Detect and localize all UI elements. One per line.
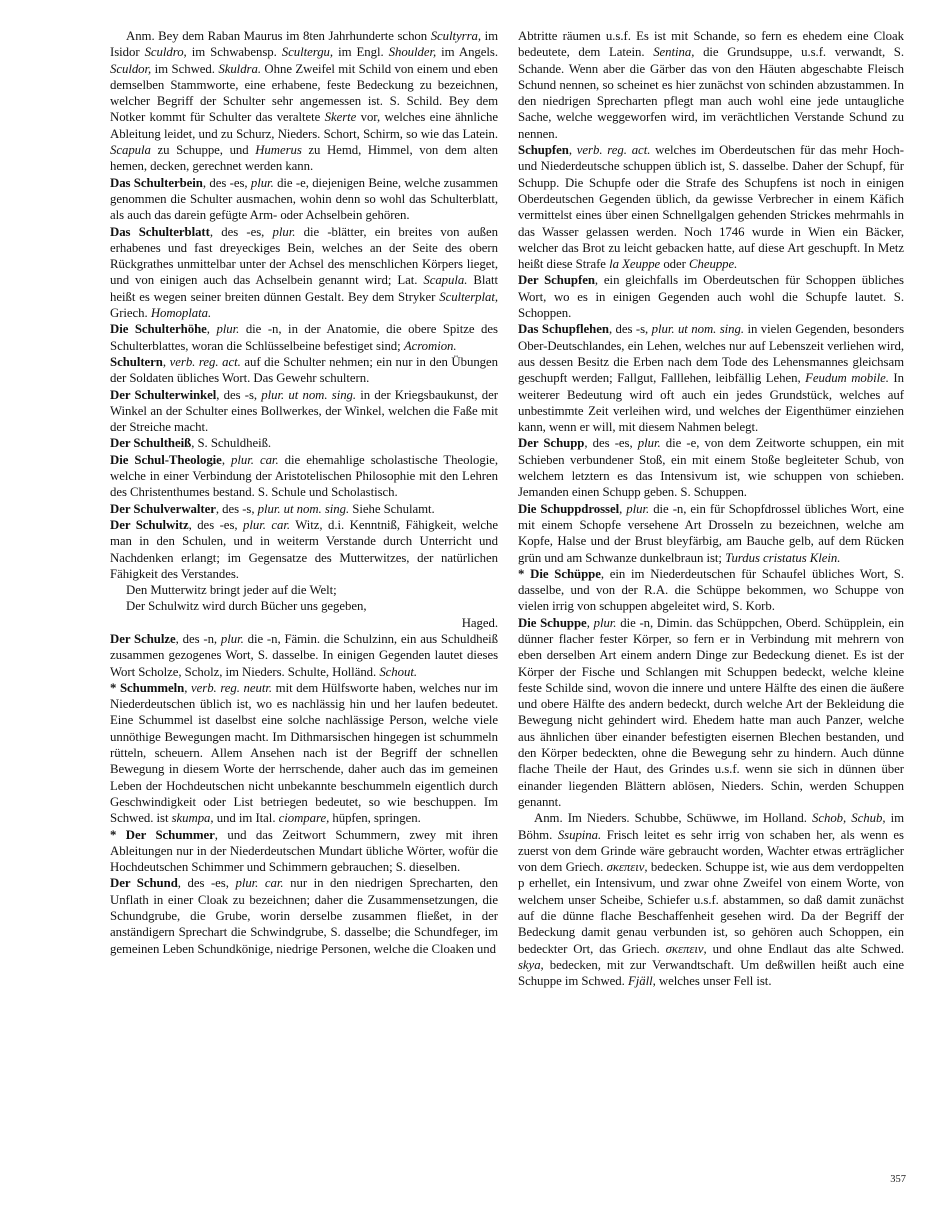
poem-line: Der Schulwitz wird durch Bücher uns gegeben, xyxy=(126,599,367,614)
entry-text: die -e, diejenigen Beine, welche zusammen genommen die Schulter ausmachen, wohin denn so wohl das Schulterblatt, als auch das darein gefügte Arm- oder Achselbein gehören. xyxy=(110,175,498,223)
dictionary-entry xyxy=(110,435,498,451)
entry-text: Abtritte räumen u.s.f. Es ist mit Schande, so fern es ehedem eine Cloak bedeutete, dem Latein. xyxy=(518,29,904,60)
italic-term: plur. xyxy=(593,615,617,630)
italic-term: plur. car. xyxy=(235,876,284,891)
entry-text: , des -n, xyxy=(175,631,221,646)
dictionary-entry xyxy=(110,680,498,827)
entry-text: , des -s, xyxy=(216,387,262,402)
entry-text: vor, welches eine ähnliche Ableitung leidet, und zu Schurz, Nieders. Schort, Schirm, so wie das Latein. xyxy=(110,110,498,141)
entry-text: in der Kriegsbaukunst, der Winkel an der Schulter eines Bollwerkes, der Winkel, welchen die Faße mit der Streiche macht. xyxy=(110,387,498,435)
entry-text: , des -s, xyxy=(215,501,258,516)
entry-headword: Der Schupfen xyxy=(518,273,595,288)
entry-text: die -blätter, ein breites von außen erhabenes und fast dreyeckiges Bein, welches an der Seite des obern Rückgrathes unmittelbar unter der Achsel des menschlichen Körpers lieget, und von einigen auch das Achselbein genannt wird; Lat. xyxy=(110,224,498,288)
entry-text: , xyxy=(184,680,192,695)
dictionary-entry xyxy=(518,501,904,566)
entry-text: , xyxy=(221,452,232,467)
italic-term: σκεπειν, xyxy=(606,860,648,875)
left-column xyxy=(110,28,498,957)
entry-text: hüpfen, springen. xyxy=(329,811,421,826)
italic-term: Schob, Schub, xyxy=(812,811,886,826)
dictionary-entry xyxy=(110,175,498,224)
poem-quote xyxy=(110,582,498,631)
entry-text: die -e, von dem Zeitworte schuppen, ein mit Schieben verbundener Stoß, ein mit einem Stoße begleiteter Schub, von welchem letztern es das Intensivum ist, wie schuppen von schieben. Jemanden einen Schupp geben. S. Schuppen. xyxy=(518,436,904,500)
dictionary-entry xyxy=(518,321,904,435)
entry-text: Ohne Zweifel mit Schild von einem und eben demselben Stammworte, eine erhabene, feste Bedeckung zu bezeichnen, welcher Begriff der Schulter sehr angemessen ist. S. Schild. Bey dem Notker kommt für Schulter das veraltete xyxy=(110,61,498,125)
italic-term: Scapula. xyxy=(423,273,468,288)
italic-term: skya, xyxy=(518,957,544,972)
entry-text: , ein im Niederdeutschen für Schaufel übliches Wort, S. dasselbe, und von der R.A. die Schüppe bekommen, wo Schuppe von vielen irrig von schuppen abgeleitet wird, S. Korb. xyxy=(518,566,904,614)
entry-text: und ohne Endlaut das alte Schwed. xyxy=(706,941,904,956)
dictionary-entry xyxy=(110,224,498,322)
entry-headword: Der Schund xyxy=(110,876,178,891)
entry-text: , des -es, xyxy=(177,876,236,891)
entry-text: , ein gleichfalls im Oberdeutschen für Schoppen übliches Wort, wo es in einigen Gegenden auch wohl die Schupfe lautet. S. Schoppen. xyxy=(518,273,904,321)
dictionary-entry xyxy=(518,435,904,500)
entry-text: Witz, d.i. Kenntniß, Fähigkeit, welche man in den Schulen, und in weiterm Verstande durch Unterricht und Nachdenken erlangt; im Gegensatze des Mutterwitzes, der natürlichen Fähigkeit des Verstandes. xyxy=(110,517,498,581)
entry-headword: Der Schupp xyxy=(518,436,585,451)
italic-term: plur. ut nom. sing. xyxy=(261,387,357,402)
italic-term: la Xeuppe xyxy=(609,257,661,272)
dictionary-entry xyxy=(518,566,904,615)
italic-term: Fjäll, xyxy=(627,974,656,989)
italic-term: Feudum mobile. xyxy=(805,371,889,386)
italic-term: ciompare, xyxy=(278,811,330,826)
italic-term: plur. xyxy=(637,436,661,451)
entry-text: im Angels. xyxy=(436,45,498,60)
italic-term: plur. car. xyxy=(243,517,290,532)
entry-text: die Grundsuppe, u.s.f. verwandt, S. Schande. Wenn aber die Gärber das von den Häuten abgeschabte Fleisch Schund nennen, so scheinet es hier zunächst von schinden abzustammen. In den niedrigen Sprecharten pflegt man auch wohl eine jede untaugliche Sache, welche weggeworfen wird, im verächtlichen Verstande Schund zu nennen. xyxy=(518,45,905,141)
entry-text: , xyxy=(206,322,217,337)
right-column xyxy=(518,28,904,990)
dictionary-entry xyxy=(110,354,498,387)
poem-author: Haged. xyxy=(461,615,498,630)
italic-term: Homoplata. xyxy=(150,306,212,321)
dictionary-entry xyxy=(518,28,904,142)
italic-term: Sentina, xyxy=(653,45,695,60)
entry-headword: Das Schulterbein xyxy=(110,175,203,190)
entry-text: , xyxy=(162,354,170,369)
italic-term: plur. xyxy=(220,631,244,646)
dictionary-entry xyxy=(110,28,498,175)
italic-term: Schout. xyxy=(379,664,418,679)
italic-term: Sculdro, xyxy=(144,45,187,60)
italic-term: Ssupina. xyxy=(557,827,602,842)
entry-headword: Die Schul-Theologie xyxy=(110,452,222,467)
italic-term: Humerus xyxy=(255,143,302,158)
entry-text: , des -s, xyxy=(608,322,652,337)
italic-term: plur. xyxy=(216,322,240,337)
dictionary-entry xyxy=(110,827,498,876)
entry-text: welches im Oberdeutschen für das mehr Hoch- und Niederdeutsche schuppen üblich ist, S. dasselbe. Daher der Schupf, für Schupp. Die Schupfe oder die Strafe des Schupfens ist noch in einigen Oberdeutschen Gegenden üblich, da gewisse Verbrecher in einem Käfich vermittelst eines über einen Schnellgalgen gehenden Strickes mehrmahls in das Wasser gelassen werden. Noch 1746 wurde in Wien ein Bäcker, welcher das Brot zu leicht gebacken hatte, auf diese Art geschupft. In Metz heißt diese Strafe xyxy=(518,143,904,272)
entry-text: die -n, Dimin. das Schüppchen, Oberd. Schüpplein, ein dünner flacher fester Körper, so fern er in Verbindung mit mehrern von eben derselben Art einem andern Dinge zur Bedeckung dienet. Es ist der Körper der Fische und Schlangen mit Schuppen bedeckt, welche kleine feste Schilde sind, wovon die innere und untere Hälfte des einen die äußere und obere Hälfte des andern bedeckt, durch welche Art der Bekleidung die Bewegung nicht gehindert wird. Ehedem hatte man auch Panzer, welche aus ähnlichen über einander befestigten eisernen Blechen bestanden, und den Körper bedeckten, ohne die Bewegung sehr zu hindern. Auch dünne flache Theile der Haut, des Grindes u.s.f. wenn sie sich in dünnen über einander liegenden Blättern ablösen, Nieders. Schin, werden Schuppen genannt. xyxy=(518,615,904,809)
entry-text: die -n, Fämin. die Schulzinn, ein aus Schuldheiß zusammen gezogenes Wort, S. dasselbe. In einigen Gegenden lautet dieses Wort Scholze, Scholz, im Nieders. Schulte, Holländ. xyxy=(110,631,499,679)
italic-term: plur. car. xyxy=(231,452,279,467)
italic-term: skumpa, xyxy=(171,811,214,826)
dictionary-entry xyxy=(110,631,498,680)
dictionary-entry xyxy=(110,501,498,517)
italic-term: Sculdor, xyxy=(110,61,152,76)
entry-headword: Schupfen xyxy=(518,143,569,158)
italic-term: Sculterplat, xyxy=(439,289,498,304)
italic-term: Acromion. xyxy=(403,338,457,353)
entry-headword: Der Schulverwalter xyxy=(110,501,216,516)
entry-headword: Die Schulterhöhe xyxy=(110,322,207,337)
entry-headword: * Schummeln xyxy=(110,680,185,695)
entry-text: zu Schuppe, und xyxy=(150,143,256,158)
entry-text: Anm. Im Nieders. Schubbe, Schüwwe, im Holland. xyxy=(534,811,812,826)
entry-text: bedecken, mit zur Verwandtschaft. Um deßwillen heißt auch eine Schuppe im Schwed. xyxy=(518,957,904,989)
entry-text: im Böhm. xyxy=(518,811,904,842)
italic-term: σκεπειν, xyxy=(665,941,707,956)
entry-text: und im Ital. xyxy=(213,811,279,826)
entry-text: im Isidor xyxy=(110,29,498,60)
page-number: 357 xyxy=(890,1174,906,1185)
dictionary-entry xyxy=(518,142,904,272)
entry-headword: Schultern xyxy=(110,354,163,369)
entry-text: oder xyxy=(660,257,690,272)
italic-term: Skuldra. xyxy=(218,61,261,76)
entry-text: , des -es, xyxy=(584,436,638,451)
italic-term: plur. ut nom. sing. xyxy=(651,322,745,337)
entry-text: die ehemahlige scholastische Theologie, welche in einer Verbindung der Aristotelischen Philosophie mit den Lehren des Christenthumes bestand. S. Schule und Scholastisch. xyxy=(110,452,498,500)
italic-term: plur. ut nom. sing. xyxy=(257,501,350,516)
entry-text: Blatt heißt es wegen seiner breiten dünnen Gestalt. Bey dem Stryker xyxy=(110,273,498,304)
italic-term: Scapula xyxy=(110,143,151,158)
dictionary-entry xyxy=(110,517,498,582)
dictionary-entry xyxy=(518,272,904,321)
italic-term: verb. reg. act. xyxy=(576,143,651,158)
entry-headword: Die Schuppe xyxy=(518,615,587,630)
dictionary-entry xyxy=(110,387,498,436)
entry-headword: Der Schulze xyxy=(110,631,176,646)
entry-headword: Das Schulterblatt xyxy=(110,224,210,239)
entry-text: die -n, ein für Schopfdrossel übliches Wort, eine mit einem Schopfe versehene Art Drosseln zu bezeichnen, welche am Kopfe, Halse und der Brust bleyfärbig, am Bauche gelb, auf dem Rücken grün und am Schwanze dunkelbraun ist; xyxy=(518,501,904,565)
entry-text: in vielen Gegenden, besonders Ober-Deutschlandes, ein Lehen, welches nur auf Lebenszeit verliehen wird, aus dessen Besitz die Erben nach dem Tode des Lehensmannes gleichsam geschupft werden; Fallgut, Falllehen, leibfällig Lehen, xyxy=(518,322,904,386)
entry-text: , und das Zeitwort Schummern, zwey mit ihren Ableitungen nur in der Niederdeutschen Mundart übliche Wörter, wofür die Hochdeutschen Schimmer und Schimmern gebrauchen; S. dieselben. xyxy=(110,827,498,875)
entry-headword: Der Schultheiß xyxy=(110,436,192,451)
italic-term: Scultergu, xyxy=(281,45,334,60)
entry-text: Anm. Bey dem Raban Maurus im 8ten Jahrhunderte schon xyxy=(126,29,431,43)
italic-term: Cheuppe. xyxy=(689,257,738,272)
entry-text: , S. Schuldheiß. xyxy=(191,436,272,451)
dictionary-entry xyxy=(518,810,904,989)
dictionary-entry xyxy=(110,321,498,354)
entry-headword: Das Schupflehen xyxy=(518,322,609,337)
italic-term: verb. reg. act. xyxy=(169,354,241,369)
dictionary-entry xyxy=(110,452,498,501)
entry-text: die -n, in der Anatomie, die obere Spitze des Schulterblattes, woran die Schlüsselbeine befestiget sind; xyxy=(110,322,498,353)
entry-headword: Die Schuppdrossel xyxy=(518,501,620,516)
entry-text: welches unser Fell ist. xyxy=(655,974,772,989)
entry-text: im Schwabensp. xyxy=(186,45,282,60)
italic-term: Turdus cristatus Klein. xyxy=(725,550,841,565)
entry-text: , des -es, xyxy=(188,517,244,532)
entry-text: im Engl. xyxy=(333,45,389,60)
entry-text: , xyxy=(619,501,627,516)
italic-term: plur. xyxy=(250,175,274,190)
entry-text: Griech. xyxy=(110,306,151,321)
entry-text: auf die Schulter nehmen; ein nur in den Übungen der Soldaten übliches Wort. Das Gewehr schultern. xyxy=(110,354,498,386)
italic-term: verb. reg. neutr. xyxy=(191,680,273,695)
entry-text: , xyxy=(568,143,577,158)
italic-term: Scultyrra, xyxy=(430,29,482,43)
entry-text: bedecken. Schuppe ist, wie aus dem verdoppelten p erhellet, ein Intensivum, und zwar ohne Zweifel von einem Worte, von welchem unser Scheibe, Schiefer u.s.f. abstammen, so daß damit zunächst auf die dünne flache Beschaffenheit gesehen wird. Da der Begriff der Bedeckung damit genau verbunden ist, so gehören auch Schoppen, ein bedeckter Ort, das Griech. xyxy=(518,860,904,956)
entry-text: , des -es, xyxy=(209,224,273,239)
italic-term: plur. xyxy=(272,224,296,239)
entry-headword: Der Schulterwinkel xyxy=(110,387,217,402)
entry-headword: Der Schulwitz xyxy=(110,517,189,532)
entry-text: nur in den niedrigen Sprecharten, den Unflath in einer Cloak zu bezeichnen; daher die Zusammensetzungen, die Schundgrube, die Grube, worin derselbe zusammen fließet, in der anständigern Sprechart die Schwindgrube, S. dasselbe; die Schundfeger, im gemeinen Leben Schundkönige, niedrige Personen, welche die Cloaken und xyxy=(110,876,498,956)
entry-text: , des -es, xyxy=(202,175,251,190)
entry-text: Siehe Schulamt. xyxy=(349,501,435,516)
entry-text: zu Hemd, Himmel, von dem alten hemen, decken, gerechnet werden kann. xyxy=(110,143,498,174)
entry-headword: * Der Schummer xyxy=(110,827,215,842)
entry-text: In weiterer Bedeutung wird oft auch ein jedes Grundstück, welches auf unbestimmte Zeit verleihen wird, und welches der Eigenthümer einziehen kann, wenn er will, mit diesem Nahmen belegt. xyxy=(518,371,904,435)
dictionary-entry xyxy=(110,875,498,956)
dictionary-entry xyxy=(518,615,904,811)
italic-term: Shoulder, xyxy=(388,45,437,60)
entry-text: im Schwed. xyxy=(151,61,219,76)
entry-text: mit dem Hülfsworte haben, welches nur im Niederdeutschen üblich ist, wo es nachlässig hin und her laufen bedeutet. Eine Schummel ist daselbst eine solche nachlässige Person, welche viele unnöthige Bewegungen macht. Im Dithmarsischen hingegen ist schummeln rütteln, scheuern. Allem Ansehen nach ist der Begriff der schnellen Bewegung in diesem Worte der herrschende, daher auch das im gemeinen Leben der Hochdeutschen nicht unbekannte beschummeln eigentlich durch Geschwindigkeit oder List betriegen bedeutet, so wie beschuppen. Im Schwed. ist xyxy=(110,680,498,826)
entry-text: , xyxy=(586,615,594,630)
italic-term: Skerte xyxy=(324,110,357,125)
poem-line: Den Mutterwitz bringt jeder auf die Welt; xyxy=(126,583,337,598)
italic-term: plur. xyxy=(626,501,650,516)
entry-text: Frisch leitet es sehr irrig von schaben her, als wenn es zuerst von dem Grinde wäre gebraucht worden, Wachter etwas erträglicher von dem Griech. xyxy=(518,827,904,875)
entry-headword: * Die Schüppe xyxy=(518,566,601,581)
